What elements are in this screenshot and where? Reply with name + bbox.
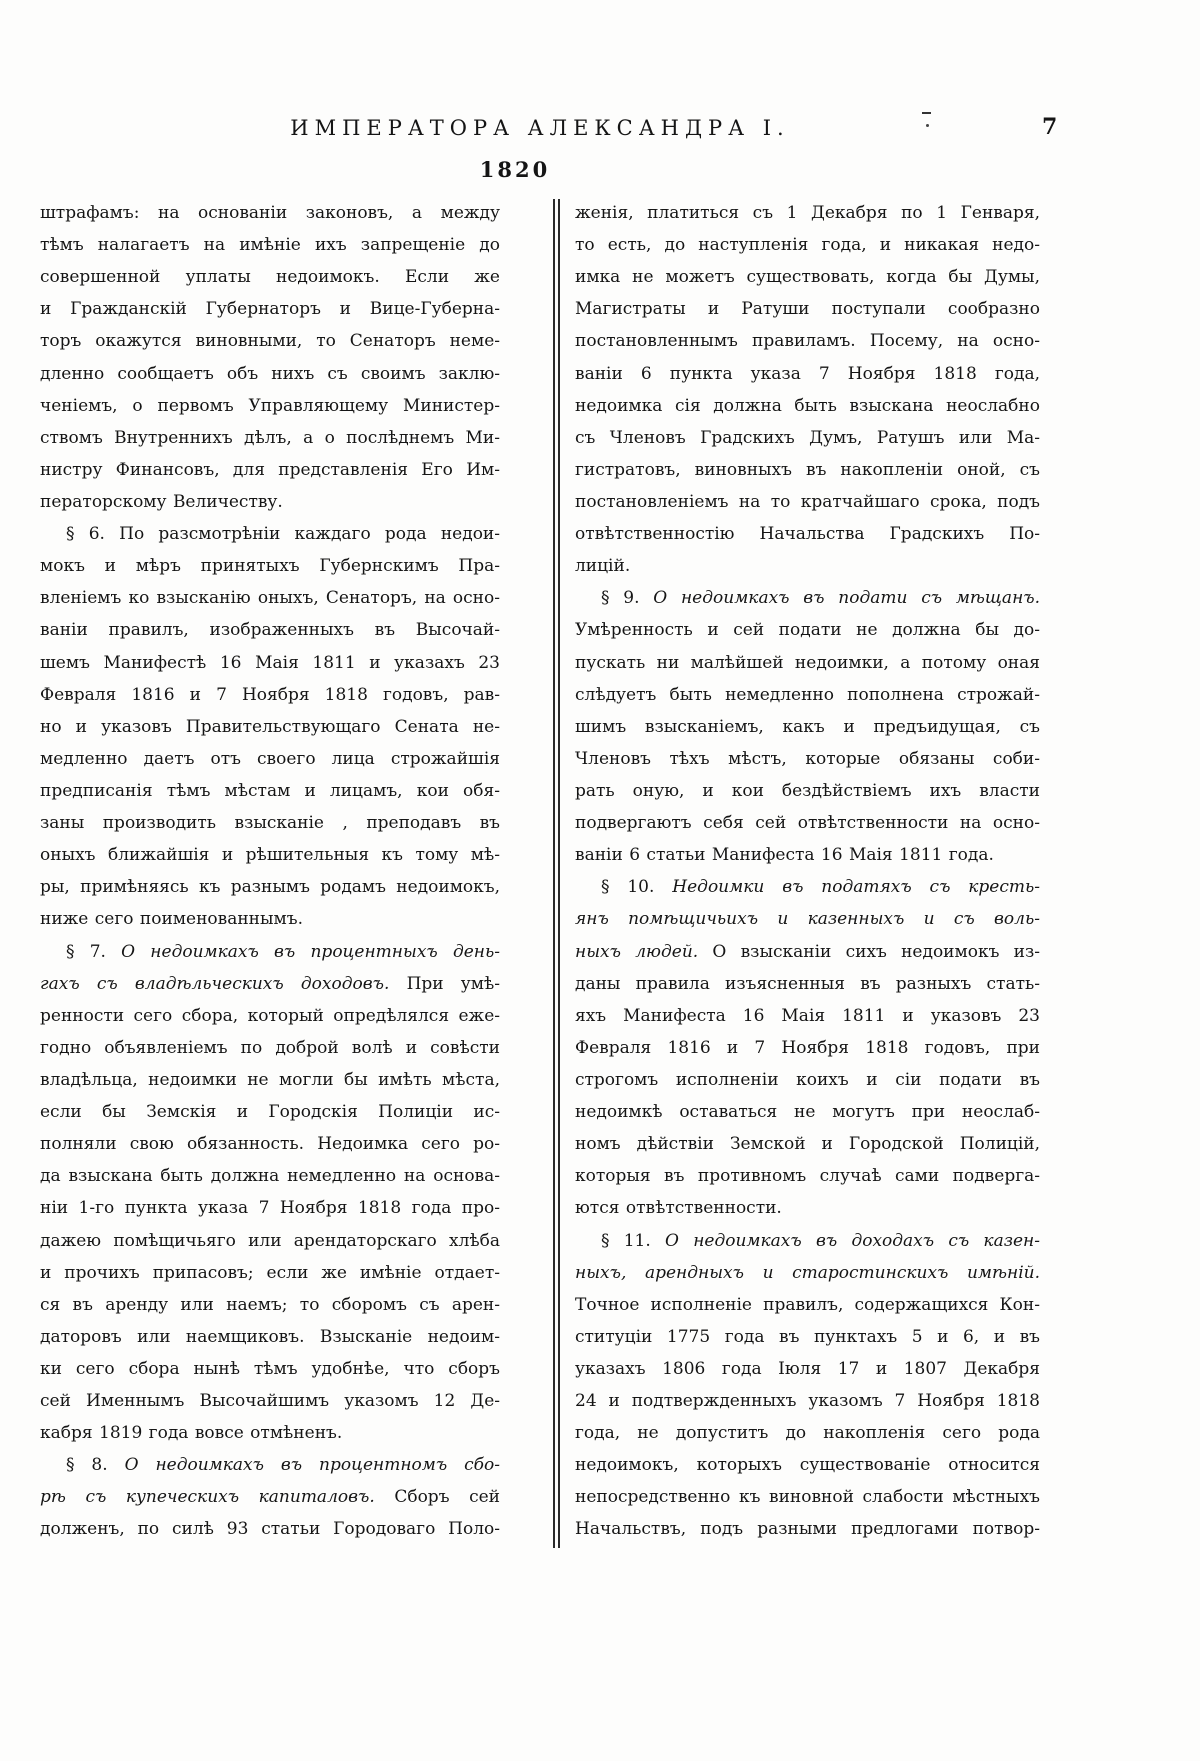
text-line — [40, 582, 500, 614]
text-segment: долженъ, по силѣ 93 статьи Городоваго Поло- — [40, 1519, 500, 1540]
text-line — [40, 647, 500, 679]
text-line — [40, 775, 500, 807]
text-segment: Сборъ сей — [374, 1487, 500, 1508]
text-line — [575, 229, 1040, 261]
text-segment: заны производить взысканіе , преподавъ въ — [40, 813, 500, 834]
text-segment: § 11. — [601, 1230, 666, 1251]
text-segment: ваніи 6 пункта указа 7 Ноября 1818 года, — [575, 363, 1040, 384]
text-line — [575, 518, 1040, 550]
text-line — [575, 1385, 1040, 1417]
text-line — [575, 582, 1040, 614]
text-segment: Умѣренность и сей подати не должна бы до- — [575, 620, 1040, 641]
text-segment: ніи 1-го пункта указа 7 Ноября 1818 года про- — [40, 1198, 500, 1219]
text-segment: торъ окажутся виновными, то Сенаторъ неме- — [40, 331, 500, 352]
text-segment: предписанія тѣмъ мѣстам и лицамъ, кои обя- — [40, 780, 500, 801]
text-segment: § 10. — [601, 877, 673, 898]
text-line — [575, 1000, 1040, 1032]
text-segment: лицій. — [575, 556, 631, 577]
text-segment: ся въ аренду или наемъ; то сборомъ съ арен- — [40, 1294, 500, 1315]
italic-text-segment: янъ помѣщичьихъ и казенныхъ и съ воль- — [575, 909, 1040, 930]
text-line — [575, 968, 1040, 1000]
text-segment: которыя въ противномъ случаѣ сами подверга- — [575, 1166, 1040, 1187]
text-line — [40, 1353, 500, 1385]
text-line — [575, 1321, 1040, 1353]
text-segment: Начальствъ, подъ разными предлогами потвор- — [575, 1519, 1040, 1540]
text-line — [575, 454, 1040, 486]
text-line — [575, 775, 1040, 807]
text-segment: ниже сего поименованнымъ. — [40, 909, 303, 930]
text-line — [40, 325, 500, 357]
text-line — [40, 229, 500, 261]
text-segment: женія, платиться съ 1 Декабря по 1 Генваря, — [575, 203, 1040, 223]
text-line — [40, 1289, 500, 1321]
text-line — [40, 454, 500, 486]
italic-text-segment: рѣ съ купеческихъ капиталовъ. — [40, 1487, 375, 1508]
text-segment: § 9. — [601, 588, 654, 609]
text-line — [575, 293, 1040, 325]
text-line — [40, 614, 500, 646]
text-line — [575, 679, 1040, 711]
italic-text-segment: гахъ съ владѣльческихъ доходовъ. — [40, 973, 390, 994]
italic-text-segment: ныхъ людей. — [575, 941, 699, 962]
text-line — [575, 1192, 1040, 1224]
text-segment: гистратовъ, виновныхъ въ накопленіи оной, съ — [575, 459, 1040, 480]
text-segment: 24 и подтвержденныхъ указомъ 7 Ноября 1818 — [575, 1391, 1040, 1412]
text-line — [40, 1064, 500, 1096]
text-segment: тѣмъ налагаетъ на имѣніе ихъ запрещеніе до — [40, 235, 500, 256]
text-segment: О взысканіи сихъ недоимокъ из- — [698, 941, 1040, 962]
text-segment: сей Именнымъ Высочайшимъ указомъ 12 Де- — [40, 1391, 500, 1412]
text-line — [575, 1064, 1040, 1096]
text-segment: и Гражданскій Губернаторъ и Вице-Губерна- — [40, 299, 500, 320]
text-line — [575, 647, 1040, 679]
page-header-title: ИМПЕРАТОРА АЛЕКСАНДРА I. — [290, 116, 790, 140]
text-line — [575, 903, 1040, 935]
text-segment: § 7. — [66, 941, 122, 962]
text-line — [40, 1257, 500, 1289]
text-segment: указахъ 1806 года Іюля 17 и 1807 Декабря — [575, 1358, 1040, 1379]
text-line — [40, 261, 500, 293]
text-line — [40, 871, 500, 903]
text-line — [575, 1449, 1040, 1481]
left-column — [40, 197, 500, 1546]
right-column — [575, 197, 1040, 1546]
text-segment: постановленіемъ на то кратчайшаго срока, подъ — [575, 491, 1040, 512]
text-segment: слѣдуетъ быть немедленно пополнена строжай- — [575, 684, 1040, 705]
text-line — [40, 1225, 500, 1257]
page-number: 7 — [1042, 114, 1058, 140]
text-segment: ституціи 1775 года въ пунктахъ 5 и 6, и въ — [575, 1326, 1040, 1347]
text-line — [40, 1385, 500, 1417]
text-line — [40, 679, 500, 711]
text-segment: штрафамъ: на основаніи законовъ, а между — [40, 203, 500, 223]
text-line — [575, 261, 1040, 293]
text-segment: и прочихъ припасовъ; если же имѣніе отдает- — [40, 1262, 500, 1283]
italic-text-segment: ныхъ, арендныхъ и старостинскихъ имѣній. — [575, 1262, 1040, 1283]
text-line — [575, 1160, 1040, 1192]
text-line — [40, 390, 500, 422]
text-segment: даны правила изъясненныя въ разныхъ стать- — [575, 973, 1040, 994]
text-line — [575, 1417, 1040, 1449]
text-line — [40, 486, 500, 518]
text-segment: съ Членовъ Градскихъ Думъ, Ратушъ или Ма- — [575, 427, 1040, 448]
text-line — [40, 197, 500, 229]
text-segment: то есть, до наступленія года, и никакая недо- — [575, 235, 1040, 256]
text-segment: Февраля 1816 и 7 Ноября 1818 годовъ, при — [575, 1037, 1040, 1058]
text-line — [40, 1417, 500, 1449]
text-segment: При умѣ- — [389, 973, 500, 994]
text-segment: Февраля 1816 и 7 Ноября 1818 годовъ, рав- — [40, 684, 500, 705]
text-line — [575, 1257, 1040, 1289]
text-line — [575, 197, 1040, 229]
text-line — [575, 1032, 1040, 1064]
text-line — [575, 839, 1040, 871]
text-line — [575, 325, 1040, 357]
text-segment: Магистраты и Ратуши поступали сообразно — [575, 299, 1040, 320]
text-segment: ствомъ Внутреннихъ дѣлъ, а о послѣднемъ Ми- — [40, 427, 500, 448]
text-line — [40, 839, 500, 871]
scan-speck — [922, 112, 931, 114]
text-segment: § 8. — [66, 1455, 125, 1476]
text-segment: года, не допуститъ до накопленія сего рода — [575, 1423, 1040, 1444]
text-segment: недоимка сія должна быть взыскана неослабно — [575, 395, 1040, 416]
text-segment: постановленнымъ правиламъ. Посему, на осно- — [575, 331, 1040, 352]
text-line — [575, 1096, 1040, 1128]
text-segment: шимъ взысканіемъ, какъ и предъидущая, съ — [575, 716, 1040, 737]
year-heading: 1820 — [479, 157, 551, 182]
text-segment: даторовъ или наемщиковъ. Взысканіе недоим- — [40, 1326, 500, 1347]
text-segment: вленіемъ ко взысканію оныхъ, Сенаторъ, на осно- — [40, 588, 500, 609]
text-line — [40, 1000, 500, 1032]
text-line — [40, 358, 500, 390]
text-line — [575, 711, 1040, 743]
page-body — [40, 197, 1040, 1546]
text-segment: отвѣтственностію Начальства Градскихъ По- — [575, 524, 1040, 545]
column-gap — [500, 197, 575, 1546]
text-segment: совершенной уплаты недоимокъ. Если же — [40, 267, 500, 288]
text-segment: ются отвѣтственности. — [575, 1198, 782, 1219]
text-line — [575, 358, 1040, 390]
text-segment: ки сего сбора нынѣ тѣмъ удобнѣе, что сборъ — [40, 1358, 500, 1379]
text-segment: да взыскана быть должна немедленно на основа- — [40, 1166, 500, 1187]
text-line — [40, 936, 500, 968]
text-segment: строгомъ исполненіи коихъ и сіи подати въ — [575, 1069, 1040, 1090]
text-line — [575, 1481, 1040, 1513]
italic-text-segment: О недоимкахъ въ процентномъ сбо- — [124, 1455, 500, 1476]
text-segment: яхъ Манифеста 16 Маія 1811 и указовъ 23 — [575, 1005, 1040, 1026]
text-line — [40, 1160, 500, 1192]
text-segment: кабря 1819 года вовсе отмѣненъ. — [40, 1423, 343, 1444]
text-line — [575, 422, 1040, 454]
italic-text-segment: О недоимкахъ въ подати съ мѣщанъ. — [653, 588, 1040, 609]
italic-text-segment: О недоимкахъ въ процентныхъ день- — [121, 941, 500, 962]
text-line — [40, 903, 500, 935]
text-line — [40, 1481, 500, 1513]
text-segment: ператорскому Величеству. — [40, 491, 283, 512]
text-segment: ваніи правилъ, изображенныхъ въ Высочай- — [40, 620, 500, 641]
text-line — [575, 743, 1040, 775]
text-line — [40, 1128, 500, 1160]
text-line — [575, 486, 1040, 518]
text-segment: ренности сего сбора, который опредѣлялся еже- — [40, 1005, 500, 1026]
text-segment: подвергаютъ себя сей отвѣтственности на осно- — [575, 813, 1040, 834]
text-segment: но и указовъ Правительствующаго Сената не- — [40, 716, 500, 737]
scan-speck — [926, 124, 929, 127]
text-line — [575, 1513, 1040, 1545]
text-line — [40, 422, 500, 454]
text-segment: мокъ и мѣръ принятыхъ Губернскимъ Пра- — [40, 556, 500, 577]
text-segment: ченіемъ, о первомъ Управляющему Министер- — [40, 395, 500, 416]
text-line — [575, 390, 1040, 422]
text-line — [40, 711, 500, 743]
text-line — [40, 293, 500, 325]
text-segment: дажею помѣщичьяго или арендаторскаго хлѣба — [40, 1230, 500, 1251]
text-segment: § 6. По разсмотрѣніи каждаго рода недои- — [66, 524, 500, 545]
text-segment: полняли свою обязанность. Недоимка сего ро- — [40, 1134, 500, 1155]
text-line — [40, 550, 500, 582]
text-segment: пускать ни малѣйшей недоимки, а потому оная — [575, 652, 1040, 673]
text-line — [575, 807, 1040, 839]
text-segment: номъ дѣйствіи Земской и Городской Полицій, — [575, 1134, 1040, 1155]
column-divider-rule — [553, 199, 560, 1548]
text-line — [40, 743, 500, 775]
text-segment: нистру Финансовъ, для представленія Его Им- — [40, 459, 500, 480]
text-line — [575, 1289, 1040, 1321]
text-line — [575, 1128, 1040, 1160]
text-segment: недоимкѣ оставаться не могутъ при неослаб- — [575, 1102, 1040, 1123]
text-line — [40, 1513, 500, 1545]
text-segment: ваніи 6 статьи Манифеста 16 Маія 1811 года. — [575, 845, 994, 866]
text-segment: оныхъ ближайшія и рѣшительныя къ тому мѣ- — [40, 845, 500, 866]
text-line — [575, 550, 1040, 582]
text-line — [575, 1353, 1040, 1385]
text-segment: непосредственно къ виновной слабости мѣстныхъ — [575, 1487, 1040, 1508]
text-segment: годно объявленіемъ по доброй волѣ и совѣсти — [40, 1037, 500, 1058]
text-segment: владѣльца, недоимки не могли бы имѣть мѣста, — [40, 1069, 500, 1090]
text-line — [40, 968, 500, 1000]
text-segment: рать оную, и кои бездѣйствіемъ ихъ власти — [575, 780, 1040, 801]
italic-text-segment: Недоимки въ податяхъ съ кресть- — [672, 877, 1040, 898]
text-line — [575, 614, 1040, 646]
text-segment: ры, примѣняясь къ разнымъ родамъ недоимокъ, — [40, 877, 500, 898]
italic-text-segment: О недоимкахъ въ доходахъ съ казен- — [665, 1230, 1040, 1251]
text-line — [40, 1321, 500, 1353]
text-segment: Членовъ тѣхъ мѣстъ, которые обязаны соби- — [575, 748, 1040, 769]
text-line — [40, 1449, 500, 1481]
text-segment: медленно даетъ отъ своего лица строжайшія — [40, 748, 500, 769]
text-line — [575, 1225, 1040, 1257]
text-line — [40, 1096, 500, 1128]
text-segment: недоимокъ, которыхъ существованіе относится — [575, 1455, 1040, 1476]
text-line — [40, 807, 500, 839]
text-line — [40, 518, 500, 550]
text-segment: Точное исполненіе правилъ, содержащихся Кон- — [575, 1294, 1040, 1315]
text-segment: дленно сообщаетъ объ нихъ съ своимъ заклю- — [40, 363, 500, 384]
text-segment: шемъ Манифестѣ 16 Маія 1811 и указахъ 23 — [40, 652, 500, 673]
text-line — [40, 1192, 500, 1224]
text-line — [40, 1032, 500, 1064]
text-segment: имка не можетъ существовать, когда бы Думы, — [575, 267, 1040, 288]
text-line — [575, 936, 1040, 968]
text-line — [575, 871, 1040, 903]
text-segment: если бы Земскія и Городскія Полиціи ис- — [40, 1102, 500, 1123]
